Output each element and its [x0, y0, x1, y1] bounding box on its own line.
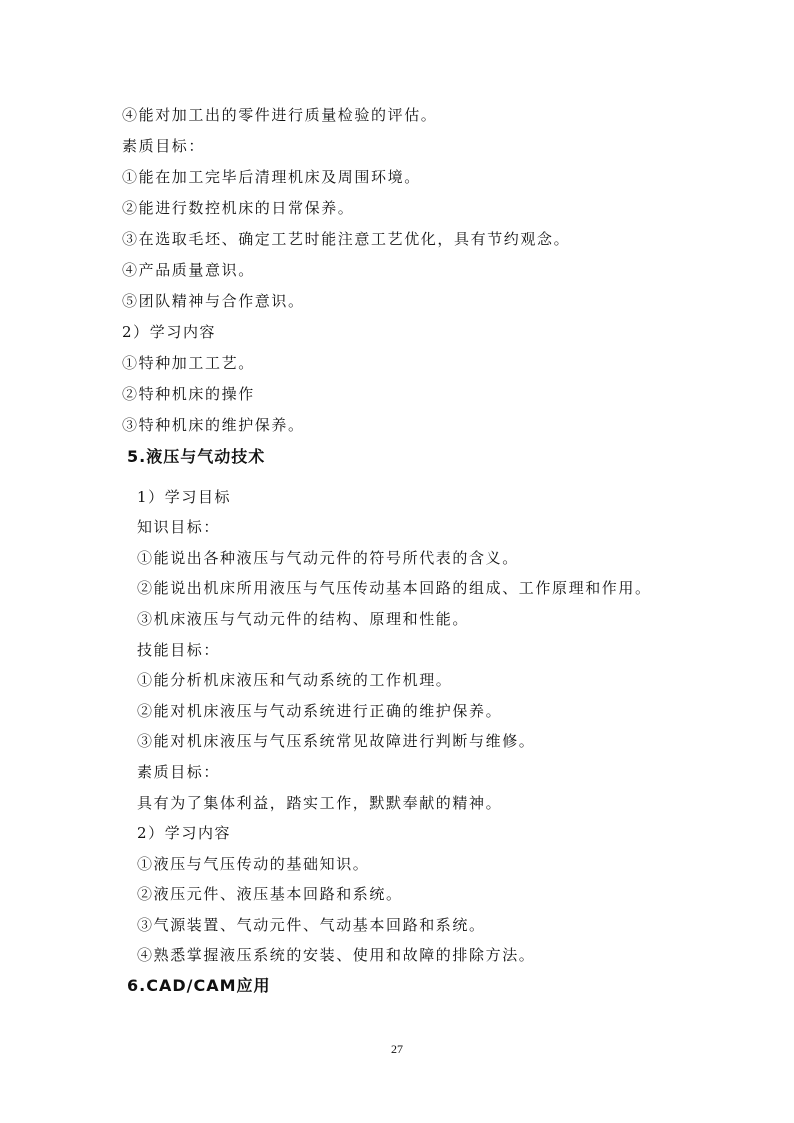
paragraph: ④熟悉掌握液压系统的安装、使用和故障的排除方法。	[137, 946, 536, 964]
paragraph: 1）学习目标	[137, 488, 232, 506]
paragraph: ③气源装置、气动元件、气动基本回路和系统。	[137, 916, 486, 934]
paragraph: 具有为了集体利益，踏实工作，默默奉献的精神。	[137, 794, 503, 812]
paragraph: ①能分析机床液压和气动系统的工作机理。	[137, 671, 453, 689]
paragraph: 2）学习内容	[137, 824, 232, 842]
paragraph: ③机床液压与气动元件的结构、原理和性能。	[137, 610, 470, 628]
paragraph: ④能对加工出的零件进行质量检验的评估。	[122, 106, 438, 124]
paragraph: 技能目标：	[137, 641, 221, 659]
paragraph: ⑤团队精神与合作意识。	[122, 292, 305, 310]
paragraph: ②能进行数控机床的日常保养。	[122, 199, 355, 217]
paragraph: 知识目标：	[137, 518, 221, 536]
paragraph: ②能对机床液压与气动系统进行正确的维护保养。	[137, 702, 503, 720]
paragraph: ③能对机床液压与气压系统常见故障进行判断与维修。	[137, 732, 536, 750]
paragraph: ①特种加工工艺。	[122, 354, 255, 372]
section-heading: 5.液压与气动技术	[127, 447, 266, 466]
page-number: 27	[391, 1042, 403, 1056]
paragraph: ②能说出机床所用液压与气压传动基本回路的组成、工作原理和作用。	[137, 579, 652, 597]
paragraph: 素质目标：	[122, 137, 206, 155]
paragraph: ①能在加工完毕后清理机床及周围环境。	[122, 168, 421, 186]
paragraph: ②特种机床的操作	[122, 385, 255, 403]
paragraph: ①液压与气压传动的基础知识。	[137, 855, 370, 873]
paragraph: 2）学习内容	[122, 323, 217, 341]
paragraph: ③在选取毛坯、确定工艺时能注意工艺优化，具有节约观念。	[122, 230, 571, 248]
paragraph: ①能说出各种液压与气动元件的符号所代表的含义。	[137, 549, 519, 567]
paragraph: 素质目标：	[137, 763, 221, 781]
paragraph: ④产品质量意识。	[122, 261, 255, 279]
paragraph: ③特种机床的维护保养。	[122, 416, 305, 434]
section-heading: 6.CAD/CAM应用	[127, 976, 271, 995]
paragraph: ②液压元件、液压基本回路和系统。	[137, 885, 403, 903]
